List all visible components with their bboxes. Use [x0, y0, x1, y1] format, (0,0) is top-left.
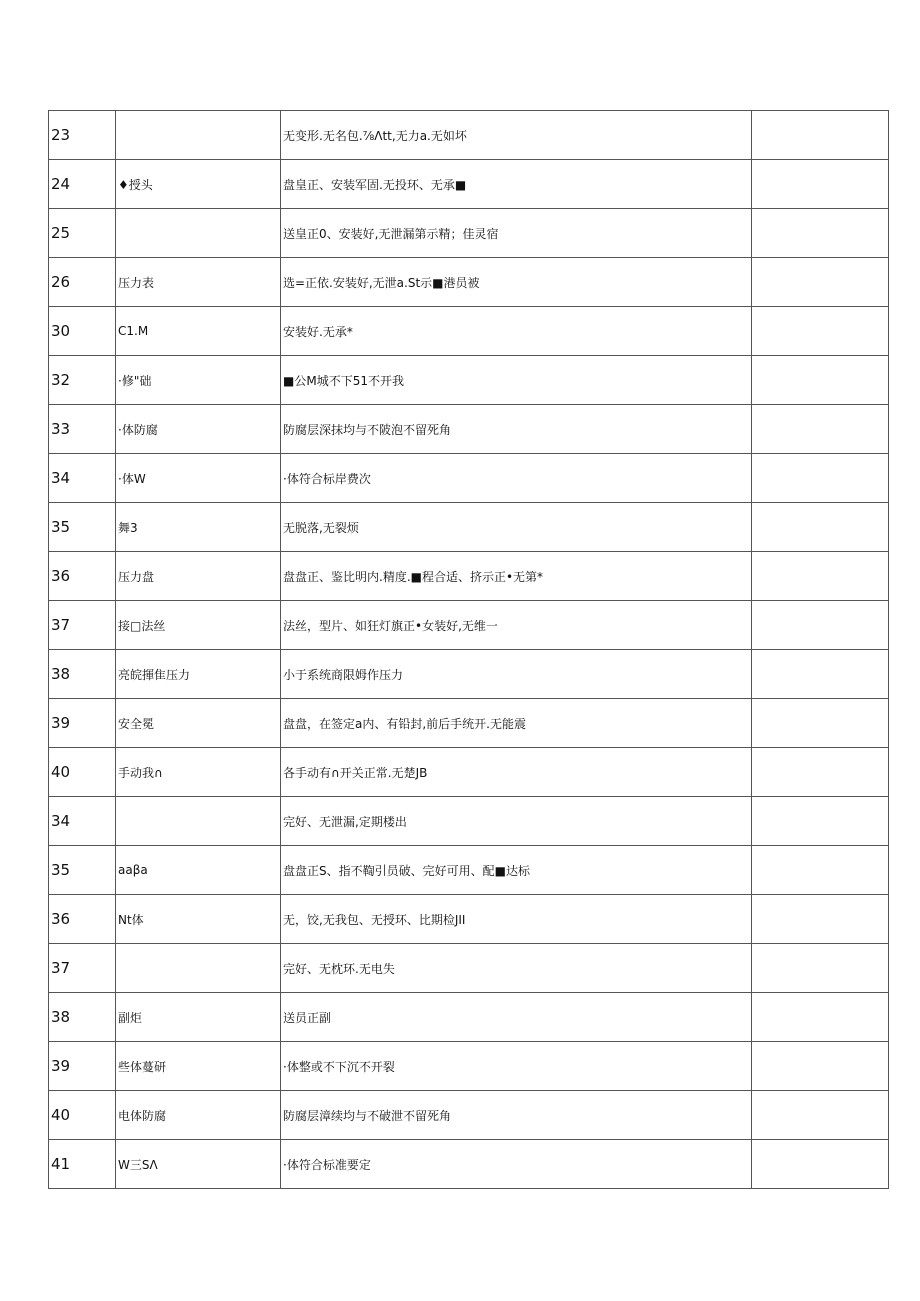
note-cell: [752, 503, 889, 552]
requirement-text: 完好、无泄漏,定期楼出: [281, 797, 752, 846]
row-number: 30: [49, 307, 116, 356]
note-cell: [752, 307, 889, 356]
row-number: 38: [49, 993, 116, 1042]
item-name: 亮皖揮隹压力: [116, 650, 281, 699]
row-number: 34: [49, 797, 116, 846]
inspection-table: [48, 110, 889, 1189]
table-row: [49, 160, 889, 209]
item-name: [116, 944, 281, 993]
requirement-text: 选=正依.安装好,无泄a.St示■港员被: [281, 258, 752, 307]
table-row: [49, 307, 889, 356]
row-number: 39: [49, 699, 116, 748]
requirement-text: ·体符合标岸费次: [281, 454, 752, 503]
row-number: 36: [49, 552, 116, 601]
note-cell: [752, 1140, 889, 1189]
item-name: 电体防腐: [116, 1091, 281, 1140]
table-row: [49, 699, 889, 748]
row-number: 26: [49, 258, 116, 307]
item-name: W三SΛ: [116, 1140, 281, 1189]
table-row: [49, 356, 889, 405]
table-row: [49, 1140, 889, 1189]
row-number: 35: [49, 503, 116, 552]
note-cell: [752, 895, 889, 944]
row-number: 40: [49, 1091, 116, 1140]
requirement-text: 盘盘，在签定a内、有铅封,前后手统开.无能震: [281, 699, 752, 748]
item-name: ·体W: [116, 454, 281, 503]
table-row: [49, 1091, 889, 1140]
note-cell: [752, 258, 889, 307]
requirement-text: 无脱落,无裂烦: [281, 503, 752, 552]
row-number: 34: [49, 454, 116, 503]
table-row: [49, 846, 889, 895]
table-row: [49, 797, 889, 846]
item-name: C1.M: [116, 307, 281, 356]
item-name: ·体防腐: [116, 405, 281, 454]
row-number: 32: [49, 356, 116, 405]
table-row: [49, 650, 889, 699]
row-number: 23: [49, 111, 116, 160]
row-number: 33: [49, 405, 116, 454]
table-row: [49, 405, 889, 454]
item-name: 副炬: [116, 993, 281, 1042]
note-cell: [752, 160, 889, 209]
item-name: [116, 209, 281, 258]
note-cell: [752, 454, 889, 503]
row-number: 37: [49, 944, 116, 993]
table-row: [49, 552, 889, 601]
requirement-text: 安装好.无承*: [281, 307, 752, 356]
table-row: [49, 944, 889, 993]
requirement-text: 盘盘正S、指不鞫引员破、完好可用、配■达标: [281, 846, 752, 895]
item-name: 安全冕: [116, 699, 281, 748]
item-name: 压力表: [116, 258, 281, 307]
item-name: 接□法丝: [116, 601, 281, 650]
table-row: [49, 454, 889, 503]
item-name: [116, 111, 281, 160]
item-name: 些体蔓研: [116, 1042, 281, 1091]
requirement-text: 无变形.无名包.⅞Λtt,无力a.无如坏: [281, 111, 752, 160]
table-row: [49, 748, 889, 797]
row-number: 25: [49, 209, 116, 258]
note-cell: [752, 846, 889, 895]
requirement-text: 防腐层漳续均与不破泄不留死角: [281, 1091, 752, 1140]
item-name: 手动我∩: [116, 748, 281, 797]
requirement-text: 盘皇正、安装军固.无投环、无承■: [281, 160, 752, 209]
note-cell: [752, 405, 889, 454]
table-row: [49, 258, 889, 307]
row-number: 37: [49, 601, 116, 650]
row-number: 36: [49, 895, 116, 944]
row-number: 39: [49, 1042, 116, 1091]
table-row: [49, 111, 889, 160]
note-cell: [752, 944, 889, 993]
note-cell: [752, 552, 889, 601]
requirement-text: 小于系统商限姆作压力: [281, 650, 752, 699]
note-cell: [752, 1042, 889, 1091]
requirement-text: ■公M城不下51不开我: [281, 356, 752, 405]
note-cell: [752, 993, 889, 1042]
note-cell: [752, 748, 889, 797]
note-cell: [752, 650, 889, 699]
requirement-text: ·体符合标准要定: [281, 1140, 752, 1189]
requirement-text: 送皇正0、安装好,无泄漏第示精；佳灵宿: [281, 209, 752, 258]
row-number: 38: [49, 650, 116, 699]
item-name: [116, 797, 281, 846]
inspection-sheet: [48, 110, 882, 1189]
requirement-text: 各手动有∩开关正常.无楚JB: [281, 748, 752, 797]
table-row: [49, 1042, 889, 1091]
item-name: 舞3: [116, 503, 281, 552]
row-number: 40: [49, 748, 116, 797]
requirement-text: 盘盘正、鉴比明内.精度.■程合适、挤示正•无第*: [281, 552, 752, 601]
note-cell: [752, 699, 889, 748]
requirement-text: 防腐层深抹均与不陂泡不留死角: [281, 405, 752, 454]
note-cell: [752, 797, 889, 846]
table-row: [49, 601, 889, 650]
note-cell: [752, 356, 889, 405]
table-row: [49, 895, 889, 944]
note-cell: [752, 111, 889, 160]
table-row: [49, 503, 889, 552]
requirement-text: 无，饺,无我包、无授环、比期检JII: [281, 895, 752, 944]
note-cell: [752, 1091, 889, 1140]
requirement-text: 完好、无枕环.无电失: [281, 944, 752, 993]
requirement-text: 送员正副: [281, 993, 752, 1042]
table-row: [49, 209, 889, 258]
requirement-text: 法丝，型片、如狂灯旗正•女装好,无维一: [281, 601, 752, 650]
row-number: 35: [49, 846, 116, 895]
item-name: aaβa: [116, 846, 281, 895]
row-number: 24: [49, 160, 116, 209]
table-row: [49, 993, 889, 1042]
note-cell: [752, 209, 889, 258]
item-name: ♦授头: [116, 160, 281, 209]
requirement-text: ·体整或不下沉不开裂: [281, 1042, 752, 1091]
item-name: ·修"础: [116, 356, 281, 405]
item-name: Nt体: [116, 895, 281, 944]
row-number: 41: [49, 1140, 116, 1189]
item-name: 压力盘: [116, 552, 281, 601]
note-cell: [752, 601, 889, 650]
